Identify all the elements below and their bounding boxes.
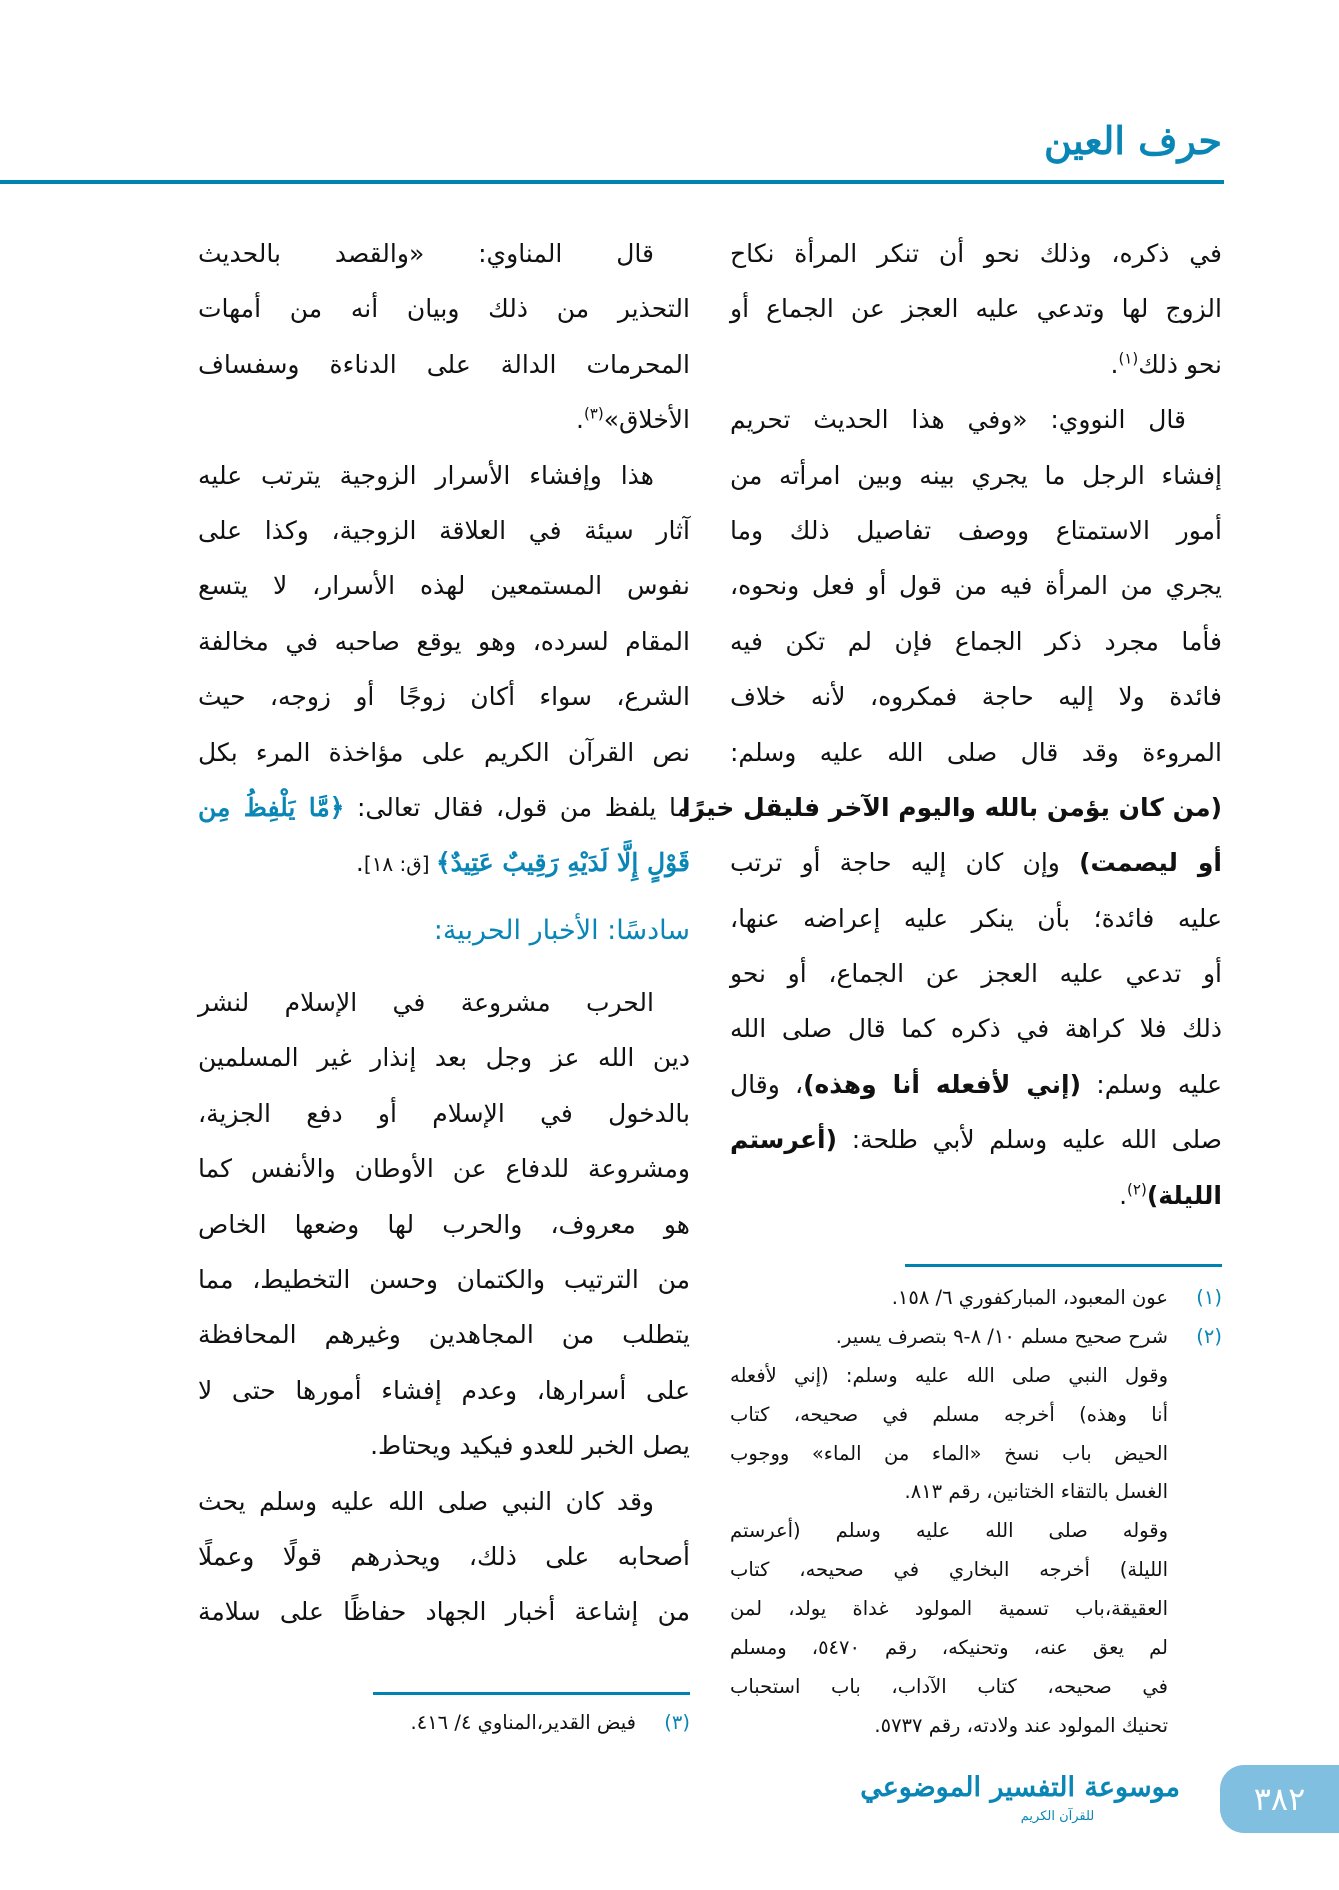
text-line — [730, 1001, 1222, 1056]
text-line — [198, 558, 690, 613]
text-run: هو معروف، والحرب لها وضعها الخاص — [198, 1209, 690, 1239]
text-run: أو ليصمت) — [1079, 848, 1222, 878]
footnote-line: الغسل بالتقاء الختانين، رقم ٨١٣. — [904, 1480, 1168, 1504]
text-run: هذا وإفشاء الأسرار الزوجية يترتب عليه — [198, 460, 654, 490]
text-run: المقام لسرده، وهو يوقع صاحبه في مخالفة — [198, 626, 690, 656]
footnote-line: الحيض باب نسخ «الماء من الماء» ووجوب — [730, 1441, 1168, 1465]
text-line — [198, 1197, 690, 1252]
text-line — [730, 392, 1222, 447]
text-line — [730, 1057, 1222, 1112]
text-line — [730, 337, 1222, 392]
text-run: قال النووي: «وفي هذا الحديث تحريم — [730, 405, 1186, 435]
footnote-line: فيض القدير،المناوي ٤/ ٤١٦. — [410, 1711, 636, 1734]
text-line — [681, 780, 1222, 835]
text-run: دين الله عز وجل بعد إنذار غير المسلمين — [198, 1043, 690, 1073]
text-line — [198, 1584, 690, 1639]
text-run: على أسرارها، وعدم إفشاء أمورها حتى لا — [198, 1375, 690, 1405]
text-line — [198, 1141, 690, 1196]
text-line — [198, 1474, 690, 1529]
footnote-line: لم يعق عنه، وتحنيكه، رقم ٥٤٧٠، ومسلم — [730, 1636, 1169, 1660]
footnote-line: في صحيحه، كتاب الآداب، باب استحباب — [730, 1674, 1168, 1698]
text-run: فأما مجرد ذكر الجماع فإن لم تكن فيه — [730, 626, 1222, 656]
text-run: الأخلاق» — [603, 405, 690, 435]
text-line — [730, 835, 1222, 890]
text-run: من إشاعة أخبار الجهاد حفاظًا على سلامة — [198, 1597, 690, 1627]
footnote-number: (٢) — [1196, 1324, 1222, 1348]
text-line — [198, 1307, 690, 1362]
footnotes-right — [730, 1279, 1222, 1746]
text-run: نفوس المستمعين لهذه الأسرار، لا يتسع — [198, 571, 690, 601]
text-line — [730, 448, 1222, 503]
text-run: . — [355, 848, 364, 878]
text-run: ، وقال — [730, 1069, 804, 1099]
text-line — [198, 614, 690, 669]
text-run: صلى الله عليه وسلم لأبي طلحة: — [837, 1125, 1222, 1155]
text-run: ما يلفظ من قول، فقال تعالى: — [344, 792, 690, 822]
text-line — [198, 1086, 690, 1141]
text-line — [730, 614, 1222, 669]
footnote-line: وقوله صلى الله عليه وسلم (أعرستم — [730, 1519, 1168, 1543]
right-column — [681, 226, 1222, 1223]
text-line — [730, 946, 1222, 1001]
quran-verse: قَوْلٍ إِلَّا لَدَيْهِ رَقِيبٌ عَتِيدٌ﴾ — [435, 848, 690, 878]
text-line — [198, 448, 690, 503]
text-run: إفشاء الرجل ما يجري بينه وبين امرأته من — [730, 460, 1222, 490]
left-column — [198, 226, 690, 1640]
text-line — [198, 503, 690, 558]
encyclopedia-logo — [860, 1768, 1180, 1838]
text-run: . — [1110, 349, 1119, 379]
footnote-line: أنا وهذه) أخرجه مسلم في صحيحه، كتاب — [730, 1402, 1168, 1426]
text-line — [198, 835, 690, 890]
text-line — [730, 281, 1222, 336]
text-line — [198, 392, 690, 447]
text-run: يصل الخبر للعدو فيكيد ويحتاط. — [370, 1431, 690, 1461]
text-line — [730, 226, 1222, 281]
text-run: عليه وسلم: — [1081, 1069, 1222, 1099]
page-number: ٣٨٢ — [1220, 1765, 1339, 1833]
text-line — [730, 558, 1222, 613]
text-run: الليلة) — [1146, 1180, 1222, 1210]
text-line — [198, 725, 690, 780]
text-line — [730, 1112, 1222, 1167]
text-run: من الترتيب والكتمان وحسن التخطيط، مما — [198, 1265, 690, 1295]
quran-verse: ﴿مَّا يَلْفِظُ مِن — [198, 792, 345, 822]
text-line — [198, 1363, 690, 1418]
text-run: أصحابه على ذلك، ويحذرهم قولًا وعملًا — [198, 1541, 690, 1571]
text-run: وإن كان إليه حاجة أو ترتب — [730, 848, 1080, 878]
footnote-line: شرح صحيح مسلم ١٠/ ٨-٩ بتصرف يسير. — [835, 1324, 1168, 1348]
footnote-body — [730, 1318, 1168, 1746]
header-rule — [0, 180, 1224, 184]
text-line — [198, 281, 690, 336]
text-run: ذلك فلا كراهة في ذكره كما قال صلى الله — [730, 1014, 1222, 1044]
text-run: أو تدعي عليه العجز عن الجماع، أو نحو — [730, 959, 1222, 989]
text-run: في ذكره، وذلك نحو أن تنكر المرأة نكاح — [730, 239, 1222, 268]
logo-subtitle: للقرآن الكريم — [1020, 1809, 1095, 1824]
verse-reference: [ق: ١٨] — [363, 852, 436, 877]
text-line — [198, 1252, 690, 1307]
footnote-body — [730, 1279, 1168, 1318]
text-line — [730, 669, 1222, 724]
footnote-marker: (١) — [1118, 349, 1139, 368]
text-line — [198, 226, 690, 281]
text-run: المروءة وقد قال صلى الله عليه وسلم: — [730, 737, 1222, 767]
text-run: (إني لأفعله أنا وهذه) — [803, 1069, 1082, 1099]
footnote-line: وقول النبي صلى الله عليه وسلم: (إني لأفعله — [730, 1363, 1168, 1387]
text-line — [730, 891, 1222, 946]
text-line — [198, 780, 690, 835]
footnote — [730, 1279, 1222, 1318]
footnote-number: (٣) — [664, 1711, 690, 1734]
text-line — [198, 1030, 690, 1085]
text-run: (من كان يؤمن بالله واليوم الآخر فليقل خيرًا — [681, 792, 1222, 822]
text-run: بالدخول في الإسلام أو دفع الجزية، — [198, 1098, 690, 1128]
footnote-separator — [905, 1264, 1222, 1267]
text-run: عليه فائدة؛ بأن ينكر عليه إعراضه عنها، — [730, 903, 1222, 933]
text-line — [730, 1168, 1222, 1223]
text-run: وقد كان النبي صلى الله عليه وسلم يحث — [198, 1486, 654, 1516]
text-run: ومشروعة للدفاع عن الأوطان والأنفس كما — [198, 1154, 690, 1184]
footnote — [198, 1704, 690, 1743]
chapter-title: حرف العين — [1044, 118, 1222, 163]
text-run: قال المناوي: «والقصد بالحديث — [198, 239, 654, 268]
logo-title: موسوعة التفسير الموضوعي — [860, 1772, 1180, 1803]
section-heading: سادسًا: الأخبار الحربية: — [433, 914, 690, 946]
text-run: يتطلب من المجاهدين وغيرهم المحافظة — [198, 1320, 690, 1350]
text-run: نحو ذلك — [1138, 349, 1222, 379]
text-line — [198, 975, 690, 1030]
text-run: الحرب مشروعة في الإسلام لنشر — [198, 988, 654, 1018]
text-line — [198, 1418, 690, 1473]
text-run: المحرمات الدالة على الدناءة وسفساف — [198, 349, 690, 379]
footnote-body — [198, 1704, 636, 1743]
text-run: (أعرستم — [730, 1125, 838, 1155]
text-run: الشرع، سواء أكان زوجًا أو زوجه، حيث — [198, 682, 690, 712]
text-run: فائدة ولا إليه حاجة فمكروه، لأنه خلاف — [730, 682, 1222, 712]
text-run: . — [1119, 1180, 1128, 1210]
text-run: يجري من المرأة فيه من قول أو فعل ونحوه، — [730, 571, 1222, 601]
footnote-number: (١) — [1196, 1286, 1222, 1309]
text-run: نص القرآن الكريم على مؤاخذة المرء بكل — [198, 737, 690, 767]
text-run: أمور الاستمتاع ووصف تفاصيل ذلك وما — [730, 515, 1222, 545]
text-run: . — [575, 405, 584, 435]
text-line — [730, 503, 1222, 558]
text-line — [730, 725, 1222, 780]
footnote — [730, 1318, 1222, 1746]
text-line — [198, 337, 690, 392]
text-line — [198, 1529, 690, 1584]
footnote-line: العقيقة،باب تسمية المولود غداة يولد، لمن — [730, 1597, 1168, 1621]
footnote-separator — [373, 1692, 690, 1695]
footnote-line: عون المعبود، المباركفوري ٦/ ١٥٨. — [891, 1286, 1168, 1309]
footnotes-left — [198, 1704, 690, 1743]
footnote-line: الليلة) أخرجه البخاري في صحيحه، كتاب — [730, 1558, 1168, 1582]
text-run: آثار سيئة في العلاقة الزوجية، وكذا على — [198, 515, 690, 545]
footnote-line: تحنيك المولود عند ولادته، رقم ٥٧٣٧. — [874, 1713, 1168, 1737]
text-line — [198, 669, 690, 724]
footnote-marker: (٣) — [583, 404, 604, 423]
text-run: التحذير من ذلك وبيان أنه من أمهات — [198, 294, 690, 324]
footnote-marker: (٢) — [1127, 1180, 1147, 1199]
text-run: الزوج لها وتدعي عليه العجز عن الجماع أو — [730, 294, 1222, 324]
